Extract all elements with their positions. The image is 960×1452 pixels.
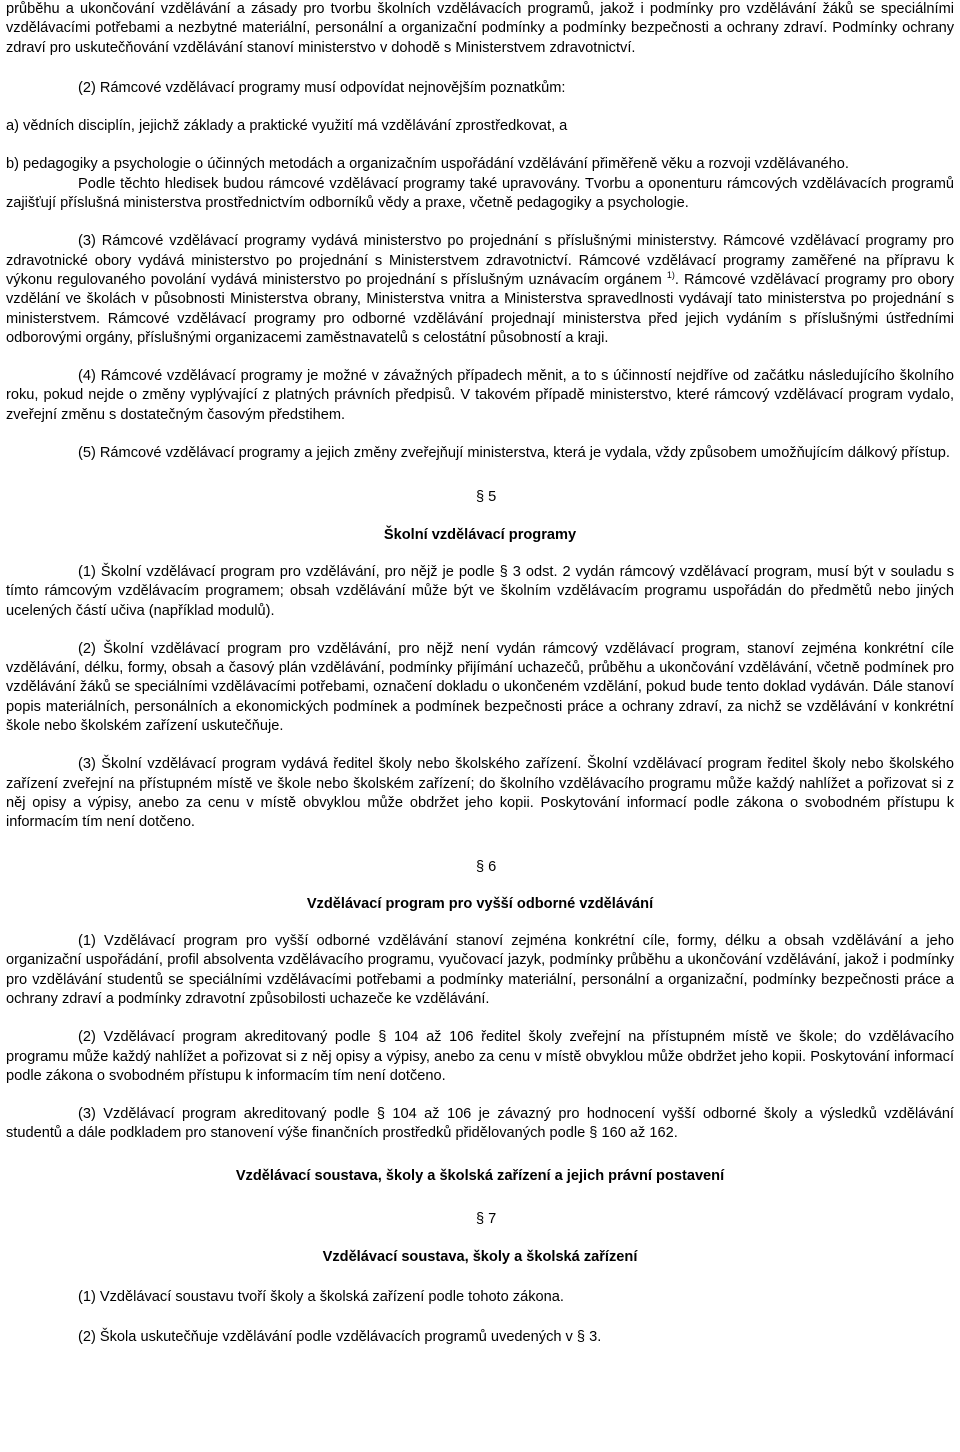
paragraph-4-4: (4) Rámcové vzdělávací programy je možné v závažných případech měnit, a to s účinností nejdříve od začátku následujícího školního roku, pokud nejde o změny vyplývající z platných právních předpisů. V takovém případě ministerstvo, které rámcový vzdělávací program vydalo, zveřejní změnu s dostatečným časovým předstihem. <box>6 368 954 423</box>
paragraph-4-2-c: Podle těchto hledisek budou rámcové vzdělávací programy také upravovány. Tvorbu a oponenturu rámcových vzdělávacích programů zajišťují příslušná ministerstva prostřednictvím odborníků vědy a praxe, včetně pedagogiky a psychologie. <box>6 175 954 212</box>
section-title-5: Školní vzdělávací programy <box>383 526 577 543</box>
section-title-7: Vzdělávací soustava, školy a školská zařízení <box>322 1249 638 1266</box>
paragraph-6-1: (1) Vzdělávací program pro vyšší odborné vzdělávání stanoví zejména konkrétní cíle, formy, délku a obsah vzdělávání a jeho organizační uspořádání, profil absolventa vzdělávacího programu, vyučovací jazyk, podmínky průběhu a ukončování vzdělávání, jakož i podmínky pro vzdělávání studentů se speciálními vzdělávacími potřebami a podmínky materiální, personální a organizační, podmínky bezpečnosti práce a ochrany zdraví a podmínky zdravotní způsobilosti uchazeče ke vzdělávání. <box>6 933 954 1007</box>
paragraph-4-5: (5) Rámcové vzdělávací programy a jejich změny zveřejňují ministerstva, která je vydala, vždy způsobem umožňujícím dálkový přístup. <box>78 445 950 462</box>
section-number-5: § 5 <box>476 489 497 506</box>
part-title: Vzdělávací soustava, školy a školská zařízení a jejich právní postavení <box>235 1167 725 1184</box>
paragraph-4-3 <box>6 232 954 348</box>
footnote-ref: 1) <box>666 270 675 281</box>
paragraph-6-2: (2) Vzdělávací program akreditovaný podle § 104 až 106 ředitel školy zveřejní na přístupném místě ve škole; do vzdělávacího programu může každý nahlížet a pořizovat si z něj opisy a výpisy, anebo za cenu v místě obvyklou může obdržet jeho kopii. Poskytování informací podle zákona o svobodném přístupu k informacím tím není dotčeno. <box>6 1029 954 1084</box>
paragraph-7-2: (2) Škola uskutečňuje vzdělávání podle vzdělávacích programů uvedených v § 3. <box>78 1328 602 1345</box>
paragraph-4-2-b: b) pedagogiky a psychologie o účinných metodách a organizačním uspořádání vzdělávání přiměřeně věku a rozvoji vzdělávaného. <box>6 156 849 173</box>
paragraph-5-1: (1) Školní vzdělávací program pro vzdělávání, pro nějž je podle § 3 odst. 2 vydán rámcový vzdělávací program, musí být v souladu s tímto rámcovým vzdělávacím programem; obsah vzdělávání může být ve školním vzdělávacím programu uspořádán do předmětů nebo jiných ucelených částí učiva (například modulů). <box>6 563 954 619</box>
paragraph-4-2: (2) Rámcové vzdělávací programy musí odpovídat nejnovějším poznatkům: <box>78 79 566 96</box>
section-number-7: § 7 <box>476 1211 497 1228</box>
section-title-6: Vzdělávací program pro vyšší odborné vzdělávání <box>306 895 654 912</box>
section-number-6: § 6 <box>476 858 497 875</box>
paragraph-7-1: (1) Vzdělávací soustavu tvoří školy a školská zařízení podle tohoto zákona. <box>78 1288 564 1305</box>
paragraph-4-2-a: a) vědních disciplín, jejichž základy a praktické využití má vzdělávání zprostředkovat, a <box>6 118 568 135</box>
paragraph-4-3-text-cont: . Rámcové vzdělávací programy pro obory vzdělání ve školách v působnosti Ministerstva obrany, Ministerstva vnitra a Ministerstva spravedlnosti vydávají tato ministerstva po projednání s ministerstvem. Rámcové vzdělávací programy pro odborné vzdělávání projednají ministerstva před jejich vydáním s příslušnými ústředními odborovými orgány, příslušnými organizacemi zaměstnavatelů s celostátní působností a kraji. <box>6 271 954 346</box>
paragraph-cont-4-1: průběhu a ukončování vzdělávání a zásady pro tvorbu školních vzdělávacích programů, jakož i podmínky pro vzdělávání žáků se speciálními vzdělávacími potřebami a nezbytné materiální, personální a organizační podmínky a podmínky bezpečnosti a ochrany zdraví. Podmínky ochrany zdraví pro uskutečňování vzdělávání stanoví ministerstvo v dohodě s Ministerstvem zdravotnictví. <box>6 1 954 56</box>
paragraph-4-3-text: (3) Rámcové vzdělávací programy vydává ministerstvo po projednání s příslušnými ministerstvy. Rámcové vzdělávací programy pro zdravotnické obory vydává ministerstvo po projednání s Ministerstvem zdravotnictví. Rámcové vzdělávací programy zaměřené na přípravu k výkonu regulovaného povolání vydává ministerstvo po projednání s příslušným uznávacím orgánem <box>6 233 954 288</box>
paragraph-5-3: (3) Školní vzdělávací program vydává ředitel školy nebo školského zařízení. Školní vzdělávací program ředitel školy nebo školského zařízení zveřejní na přístupném místě ve škole nebo školském zařízení; do školního vzdělávacího programu může každý nahlížet a pořizovat si z něj opisy a výpisy, anebo za cenu v místě obvyklou může obdržet jeho kopii. Poskytování informací podle zákona o svobodném přístupu k informacím tím není dotčeno. <box>6 756 954 831</box>
paragraph-5-2: (2) Školní vzdělávací program pro vzdělávání, pro nějž není vydán rámcový vzdělávací program, stanoví zejména konkrétní cíle vzdělávání, délku, formy, obsah a časový plán vzdělávání, podmínky přijímání uchazečů, průběhu a ukončování vzdělávání, včetně podmínek pro vzdělávání žáků se speciálními vzdělávacími potřebami, označení dokladu o ukončeném vzdělání, pokud bude tento doklad vydáván. Dále stanoví popis materiálních, personálních a ekonomických podmínek a podmínek bezpečnosti práce a ochrany zdraví, za nichž se vzdělávání v konkrétní škole nebo školském zařízení uskutečňuje. <box>6 640 954 735</box>
paragraph-6-3: (3) Vzdělávací program akreditovaný podle § 104 až 106 je závazný pro hodnocení vyšší odborné školy a výsledků vzdělávání studentů a dále podkladem pro stanovení výše finančních prostředků přidělovaných podle § 160 až 162. <box>6 1106 954 1142</box>
